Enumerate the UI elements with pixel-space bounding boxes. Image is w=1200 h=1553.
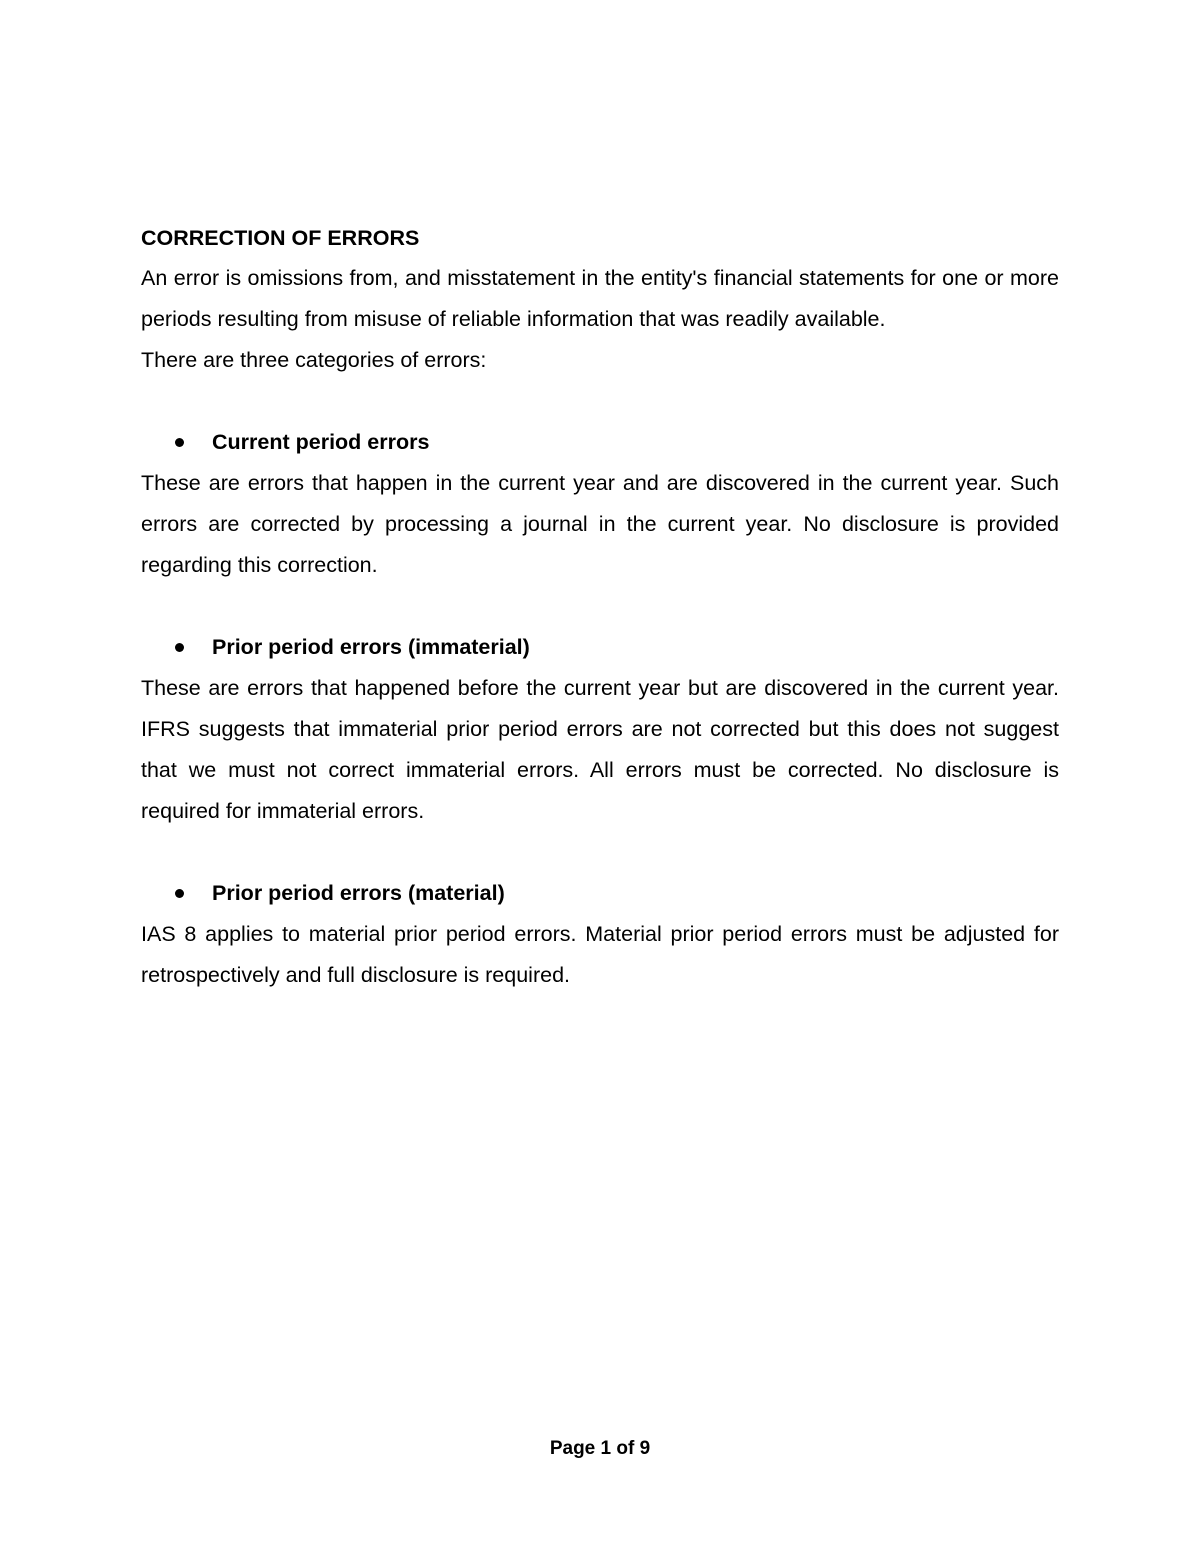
document-body: [141, 222, 1059, 996]
spacer: [141, 586, 1059, 627]
document-title: CORRECTION OF ERRORS: [141, 226, 420, 250]
section-heading-text: Prior period errors (immaterial): [212, 635, 530, 659]
spacer: [141, 381, 1059, 422]
section-heading-prior-immaterial: [141, 627, 1059, 668]
section-heading-prior-material: [141, 873, 1059, 914]
bullet-icon: [175, 643, 184, 652]
section-body-prior-material: IAS 8 applies to material prior period errors. Material prior period errors must be adjusted for retrospectively and full disclosure is required.: [141, 922, 1059, 987]
bullet-icon: [175, 889, 184, 898]
page-number-footer: Page 1 of 9: [549, 1438, 651, 1459]
section-body-prior-immaterial: These are errors that happened before the current year but are discovered in the current year. IFRS suggests that immaterial prior period errors are not corrected but this does not suggest that we must not correct immaterial errors. All errors must be corrected. No disclosure is required for immaterial errors.: [141, 676, 1059, 823]
section-heading-current-period: [141, 422, 1059, 463]
intro-followup: There are three categories of errors:: [141, 348, 487, 372]
section-heading-text: Prior period errors (material): [212, 881, 505, 905]
section-heading-text: Current period errors: [212, 430, 430, 454]
section-body-current-period: These are errors that happen in the current year and are discovered in the current year. Such errors are corrected by processing a journal in the current year. No disclosure is provided regarding this correction.: [141, 471, 1059, 577]
spacer: [141, 832, 1059, 873]
bullet-icon: [175, 438, 184, 447]
intro-paragraph: An error is omissions from, and misstatement in the entity's financial statements for one or more periods resulting from misuse of reliable information that was readily available.: [141, 266, 1059, 331]
